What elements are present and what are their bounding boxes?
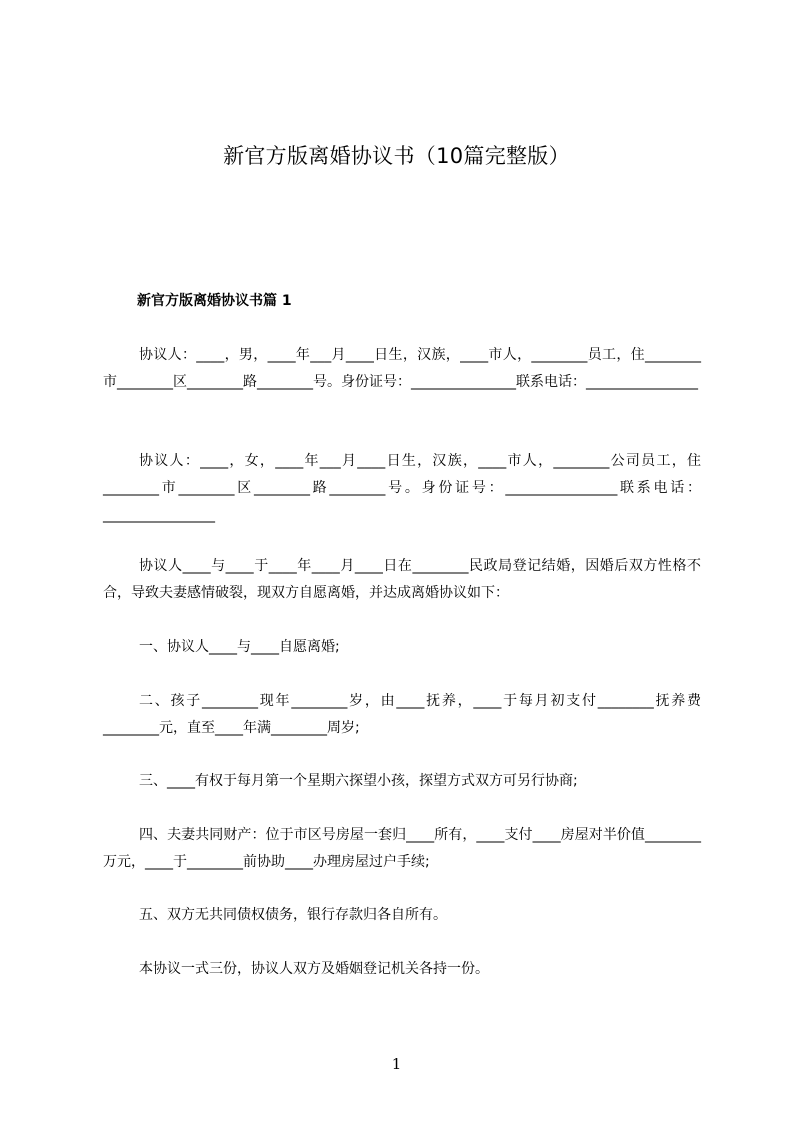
- clause-5-paragraph: 五、双方无共同债权债务，银行存款归各自所有。: [139, 907, 447, 923]
- clause-4-paragraph: 四、夫妻共同财产：位于市区号房屋一套归____所有，____支付____房屋对半价值________万元，____于________前协助____办理房屋过户手续;: [103, 827, 701, 870]
- party-1-paragraph: 协议人：____，男，____年___月____日生，汉族，____市人，________员工，住________市________区________路________号。身份证号：_______________联系电话：________________: [103, 347, 701, 390]
- document-title: 新官方版离婚协议书（10篇完整版）: [223, 144, 570, 168]
- clause-2-paragraph: 二、孩子________现年________岁，由____抚养，____于每月初支付________抚养费________元，直至____年满________周岁;: [103, 693, 701, 736]
- clause-3-paragraph: 三、____有权于每月第一个星期六探望小孩，探望方式双方可另行协商;: [139, 773, 578, 789]
- preamble-paragraph: 协议人____与____于____年____月____日在________民政局登记结婚，因婚后双方性格不合，导致夫妻感情破裂，现双方自愿离婚，并达成离婚协议如下：: [103, 558, 701, 601]
- clause-1-paragraph: 一、协议人____与____自愿离婚;: [139, 639, 340, 655]
- closing-paragraph: 本协议一式三份，协议人双方及婚姻登记机关各持一份。: [139, 961, 489, 977]
- section-heading: 新官方版离婚协议书篇 1: [137, 293, 292, 309]
- page-number: 1: [391, 1055, 402, 1073]
- party-2-paragraph: 协议人：____，女，____年___月____日生，汉族，____市人，________公司员工，住________市________区________路________号。身份证号：________________联系电话：________________: [103, 453, 701, 523]
